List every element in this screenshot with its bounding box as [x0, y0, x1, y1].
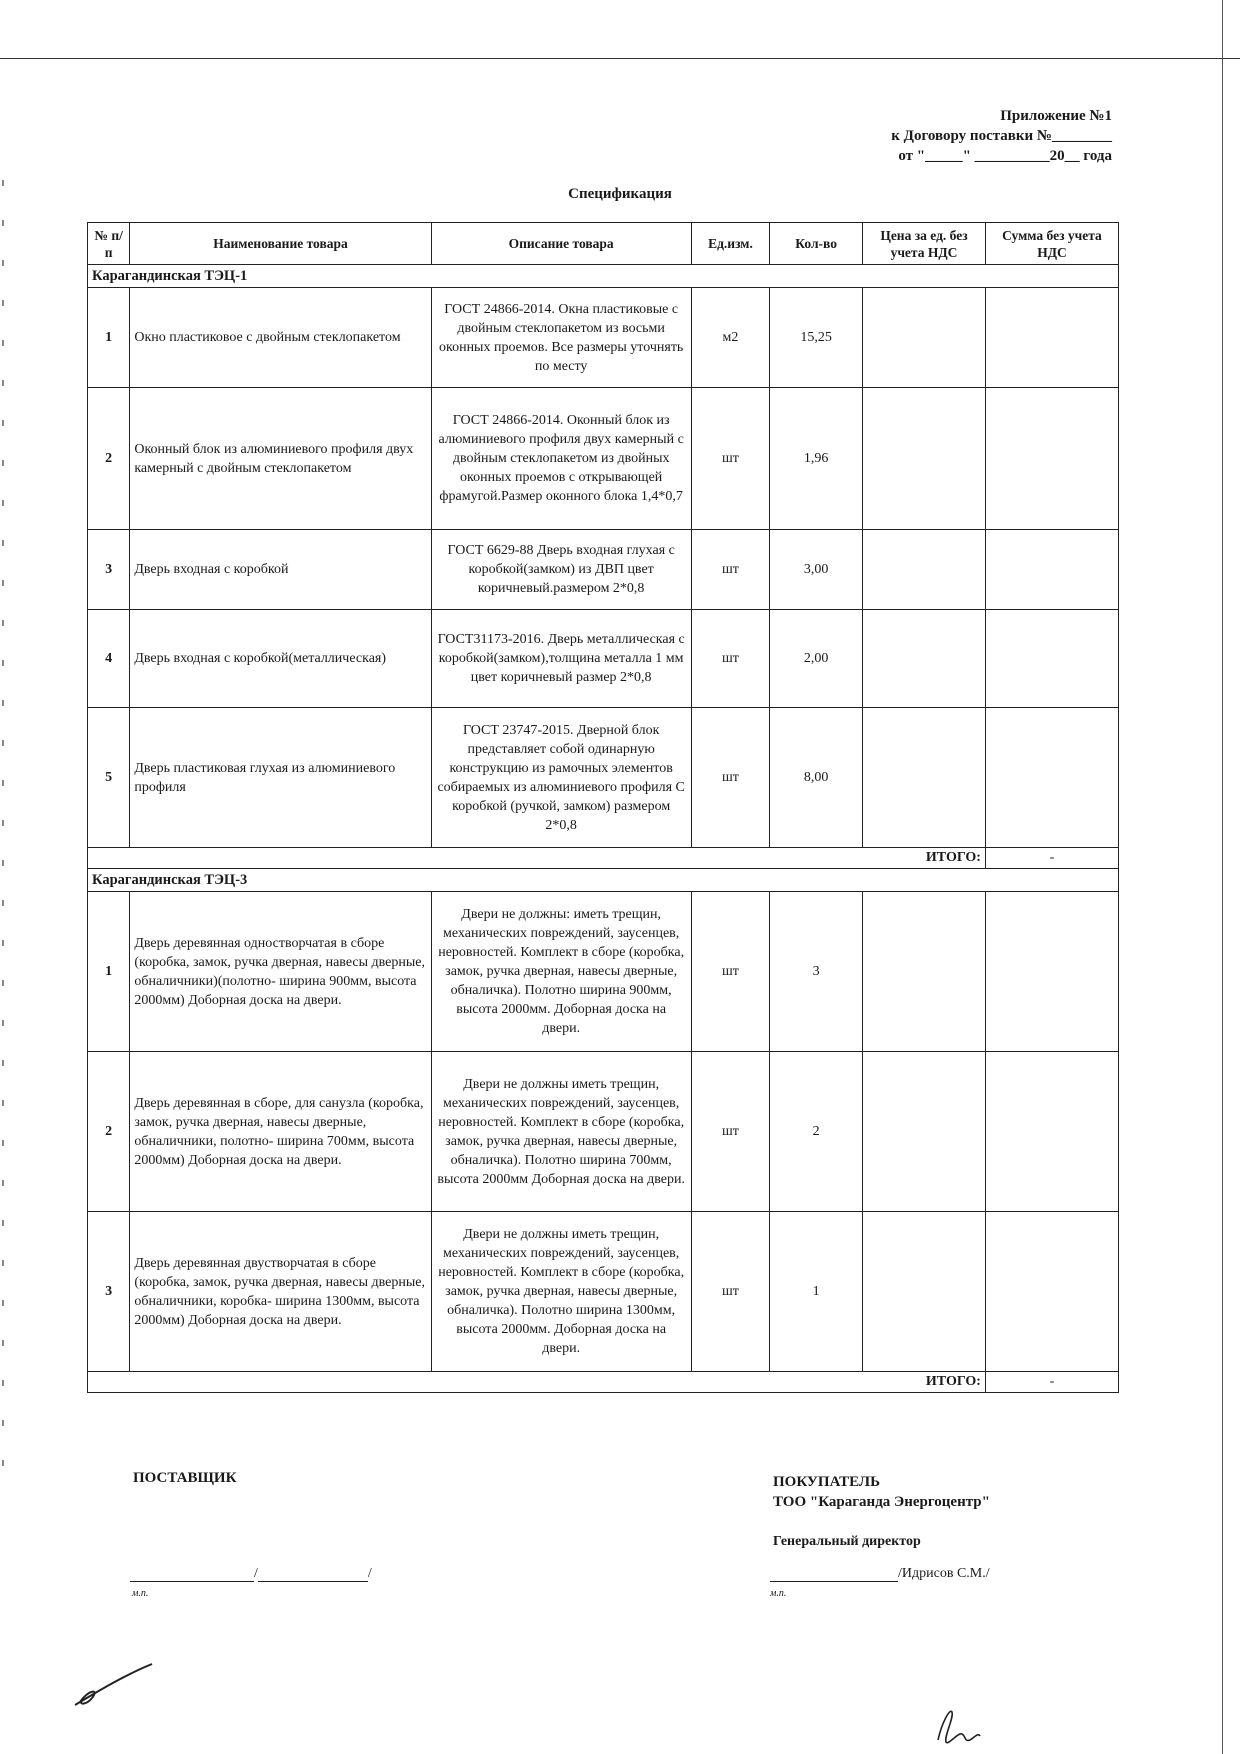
header-price: Цена за ед. без учета НДС — [863, 223, 986, 265]
buyer-position: Генеральный директор — [773, 1534, 921, 1549]
row-number: 1 — [88, 288, 130, 388]
row-quantity: 8,00 — [770, 708, 863, 848]
row-unit: шт — [691, 1212, 770, 1372]
signature-separator: / — [254, 1566, 258, 1581]
row-sum — [985, 610, 1118, 708]
total-value: - — [985, 848, 1118, 869]
header-quantity: Кол-во — [770, 223, 863, 265]
row-sum — [985, 1052, 1118, 1212]
total-label: ИТОГО: — [88, 848, 986, 869]
appendix-header — [891, 106, 1112, 166]
row-sum — [985, 530, 1118, 610]
section-title: Карагандинская ТЭЦ-1 — [88, 265, 1119, 288]
supplier-handwritten-signature — [70, 1660, 160, 1710]
right-rule — [1222, 0, 1223, 1754]
document-title: Спецификация — [568, 186, 672, 202]
row-name: Дверь пластиковая глухая из алюминиевого профиля — [130, 708, 431, 848]
section-title: Карагандинская ТЭЦ-3 — [88, 869, 1119, 892]
row-name: Окно пластиковое с двойным стеклопакетом — [130, 288, 431, 388]
row-quantity: 3,00 — [770, 530, 863, 610]
supplier-label: ПОСТАВЩИК — [133, 1470, 237, 1486]
row-description: ГОСТ 23747-2015. Дверной блок представляет собой одинарную конструкцию из рамочных элементов собираемых из алюминиевого профиля С коробкой (ручкой, замком) размером 2*0,8 — [431, 708, 691, 848]
buyer-block — [773, 1472, 990, 1512]
name-blank — [258, 1567, 368, 1582]
table-row — [88, 892, 1119, 1052]
table-row — [88, 288, 1119, 388]
row-price — [863, 388, 986, 530]
specification-table — [87, 222, 1119, 1393]
row-sum — [985, 1212, 1118, 1372]
row-price — [863, 892, 986, 1052]
row-number: 3 — [88, 530, 130, 610]
table-row — [88, 1052, 1119, 1212]
row-number: 3 — [88, 1212, 130, 1372]
row-quantity: 1,96 — [770, 388, 863, 530]
row-name: Дверь входная с коробкой(металлическая) — [130, 610, 431, 708]
header-name: Наименование товара — [130, 223, 431, 265]
total-value: - — [985, 1372, 1118, 1393]
table-row — [88, 530, 1119, 610]
table-row — [88, 708, 1119, 848]
row-unit: шт — [691, 1052, 770, 1212]
row-sum — [985, 708, 1118, 848]
section-row — [88, 869, 1119, 892]
top-rule — [0, 58, 1240, 59]
buyer-signatory: /Идрисов С.М./ — [898, 1566, 990, 1581]
row-number: 4 — [88, 610, 130, 708]
buyer-label: ПОКУПАТЕЛЬ — [773, 1474, 881, 1490]
row-number: 2 — [88, 1052, 130, 1212]
buyer-organization: ТОО "Караганда Энергоцентр" — [773, 1494, 990, 1510]
row-price — [863, 610, 986, 708]
row-price — [863, 288, 986, 388]
buyer-stamp-place: м.п. — [770, 1588, 787, 1599]
row-description: Двери не должны иметь трещин, механических повреждений, заусенцев, неровностей. Комплект в сборе (коробка, замок, ручка дверная, навесы дверные, обналичка). Полотно ширина 1300мм, высота 2000мм. Доборная доска на двери. — [431, 1212, 691, 1372]
row-unit: шт — [691, 708, 770, 848]
row-unit: шт — [691, 892, 770, 1052]
row-description: ГОСТ 24866-2014. Оконный блок из алюминиевого профиля двух камерный с двойным стеклопакетом из двойных оконных проемов с открывающей фрамугой.Размер оконного блока 1,4*0,7 — [431, 388, 691, 530]
row-name: Дверь входная с коробкой — [130, 530, 431, 610]
row-number: 5 — [88, 708, 130, 848]
row-description: ГОСТ 6629-88 Дверь входная глухая с коробкой(замком) из ДВП цвет коричневый.размером 2*0,8 — [431, 530, 691, 610]
row-price — [863, 1052, 986, 1212]
row-unit: шт — [691, 610, 770, 708]
row-sum — [985, 388, 1118, 530]
total-row — [88, 1372, 1119, 1393]
row-description: Двери не должны: иметь трещин, механических повреждений, заусенцев, неровностей. Комплект в сборе (коробка, замок, ручка дверная, навесы дверные, обналичка). Полотно ширина 900мм, высота 2000мм. Доборная доска на двери. — [431, 892, 691, 1052]
row-description: ГОСТ 24866-2014. Окна пластиковые с двойным стеклопакетом из восьми оконных проемов. Все размеры уточнять по месту — [431, 288, 691, 388]
table-row — [88, 388, 1119, 530]
header-description: Описание товара — [431, 223, 691, 265]
row-name: Дверь деревянная одностворчатая в сборе (коробка, замок, ручка дверная, навесы дверные, обналичники)(полотно- ширина 900мм, высота 2000мм) Доборная доска на двери. — [130, 892, 431, 1052]
row-sum — [985, 288, 1118, 388]
table-row — [88, 1212, 1119, 1372]
header-number: № п/п — [88, 223, 130, 265]
row-sum — [985, 892, 1118, 1052]
row-quantity: 3 — [770, 892, 863, 1052]
row-unit: шт — [691, 388, 770, 530]
row-price — [863, 530, 986, 610]
total-row — [88, 848, 1119, 869]
appendix-line-3: от "_____" __________20__ года — [898, 148, 1112, 164]
row-quantity: 1 — [770, 1212, 863, 1372]
row-number: 1 — [88, 892, 130, 1052]
appendix-line-2: к Договору поставки №________ — [891, 128, 1112, 144]
header-unit: Ед.изм. — [691, 223, 770, 265]
table-row — [88, 610, 1119, 708]
row-description: ГОСТ31173-2016. Дверь металлическая с коробкой(замком),толщина металла 1 мм цвет коричневый размер 2*0,8 — [431, 610, 691, 708]
row-name: Дверь деревянная двустворчатая в сборе (коробка, замок, ручка дверная, навесы дверные, обналичники, коробка- ширина 1300мм, высота 2000мм) Доборная доска на двери. — [130, 1212, 431, 1372]
section-row — [88, 265, 1119, 288]
row-quantity: 2 — [770, 1052, 863, 1212]
row-unit: шт — [691, 530, 770, 610]
row-description: Двери не должны иметь трещин, механических повреждений, заусенцев, неровностей. Комплект в сборе (коробка, замок, ручка дверная, навесы дверные, обналичка). Полотно ширина 700мм, высота 2000мм Доборная доска на двери. — [431, 1052, 691, 1212]
supplier-signature-line — [130, 1566, 400, 1582]
row-name: Дверь деревянная в сборе, для санузла (коробка, замок, ручка дверная, навесы дверные, обналичники, полотно- ширина 700мм, высота 2000мм) Доборная доска на двери. — [130, 1052, 431, 1212]
row-unit: м2 — [691, 288, 770, 388]
row-quantity: 15,25 — [770, 288, 863, 388]
buyer-handwritten-signature — [928, 1702, 988, 1748]
total-label: ИТОГО: — [88, 1372, 986, 1393]
header-row — [88, 223, 1119, 265]
row-name: Оконный блок из алюминиевого профиля двух камерный с двойным стеклопакетом — [130, 388, 431, 530]
row-quantity: 2,00 — [770, 610, 863, 708]
signature-blank — [770, 1567, 898, 1582]
row-price — [863, 708, 986, 848]
supplier-stamp-place: м.п. — [132, 1588, 149, 1599]
binding-marks — [2, 180, 4, 1480]
appendix-line-1: Приложение №1 — [1000, 108, 1112, 124]
row-price — [863, 1212, 986, 1372]
buyer-signature-line — [770, 1566, 990, 1582]
signature-separator: / — [367, 1566, 372, 1581]
header-sum: Сумма без учета НДС — [985, 223, 1118, 265]
row-number: 2 — [88, 388, 130, 530]
signature-blank — [130, 1567, 254, 1582]
